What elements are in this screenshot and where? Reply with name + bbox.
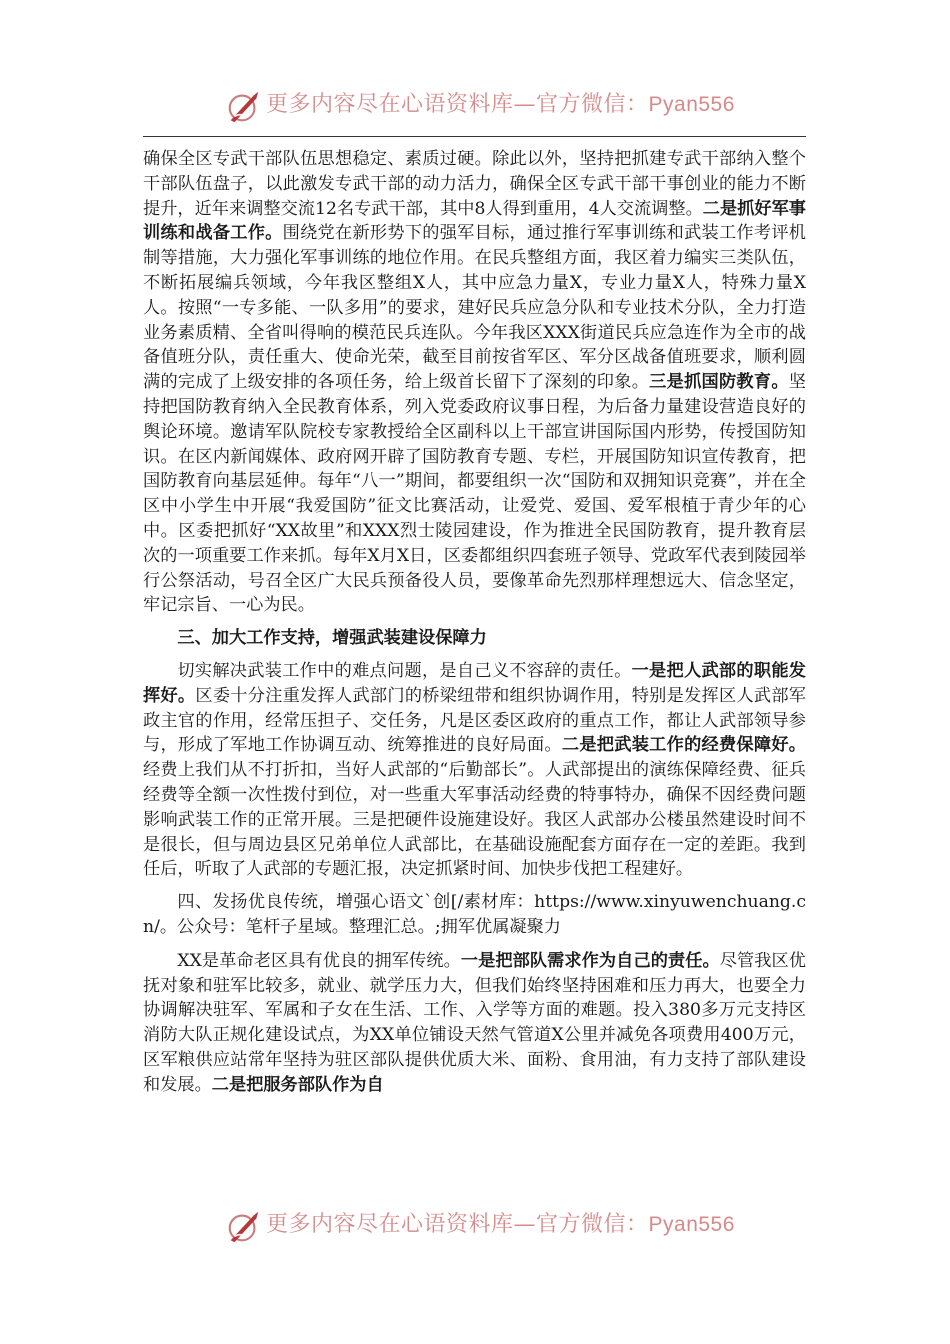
pen-logo-icon — [225, 88, 263, 126]
header-watermark-banner — [0, 84, 950, 134]
header-divider — [143, 136, 806, 137]
banner-text: 更多内容尽在心语资料库—官方微信：Pyan556 — [266, 92, 735, 117]
section-heading-4: 四、发扬优良传统，增强心语文`创[/素材库：https://www.xinyuwenchuang.cn/。公众号：笔杆子星域。整理汇总。;拥军优属凝聚力 — [143, 892, 806, 937]
wechat-id: Pyan556 — [648, 1213, 735, 1236]
pen-logo-icon — [225, 1208, 263, 1246]
document-body — [143, 147, 806, 1097]
paragraph-work-support: 切实解决武装工作中的难点问题，是自己义不容辞的责任。一是把人武部的职能发挥好。区委十分注重发挥人武部门的桥梁纽带和组织协调作用，特别是发挥区人武部军政主官的作用，经常压担子、交任务，凡是区委区政府的重点工作，都让人武部领导参与，形成了军地工作协调互动、统筹推进的良好局面。二是把武装工作的经费保障好。经费上我们从不打折扣，当好人武部的“后勤部长”。人武部提出的演练保障经费、征兵经费等全额一次性拨付到位，对一些重大军事活动经费的特事特办，确保不因经费问题影响武装工作的正常开展。三是把硬件设施建设好。我区人武部办公楼虽然建设时间不是很长，但与周边县区兄弟单位人武部比，在基础设施配套方面存在一定的差距。我到任后，听取了人武部的专题汇报，决定抓紧时间、加快步伐把工程建好。 — [143, 660, 806, 880]
wechat-id: Pyan556 — [648, 93, 735, 116]
paragraph-military-training: 确保全区专武干部队伍思想稳定、素质过硬。除此以外，坚持把抓建专武干部纳入整个干部队伍盘子，以此激发专武干部的动力活力，确保全区专武干部干事创业的能力不断提升，近年来调整交流12名专武干部，其中8人得到重用，4人交流调整。二是抓好军事训练和战备工作。围绕党在新形势下的强军目标，通过推行军事训练和武装工作考评机制等措施，大力强化军事训练的地位作用。在民兵整组方面，我区着力编实三类队伍，不断拓展编兵领域，今年我区整组X人，其中应急力量X，专业力量X人，特殊力量X人。按照“一专多能、一队多用”的要求，建好民兵应急分队和专业技术分队，全力打造业务素质精、全省叫得响的模范民兵连队。今年我区XXX街道民兵应急连作为全市的战备值班分队，责任重大、使命光荣，截至目前按省军区、军分区战备值班要求，顺利圆满的完成了上级安排的各项任务，给上级首长留下了深刻的印象。三是抓国防教育。坚持把国防教育纳入全民教育体系，列入党委政府议事日程，为后备力量建设营造良好的舆论环境。邀请军队院校专家教授给全区副科以上干部宣讲国际国内形势，传授国防知识。在区内新闻媒体、政府网开辟了国防教育专题、专栏，开展国防知识宣传教育，把国防教育向基层延伸。每年“八一”期间，都要组织一次“国防和双拥知识竞赛”，并在全区中小学生中开展“我爱国防”征文比赛活动，让爱党、爱国、爱军根植于青少年的心中。区委把抓好“XX故里”和XXX烈士陵园建设，作为推进全民国防教育，提升教育层次的一项重要工作来抓。每年X月X日，区委都组织四套班子领导、党政军代表到陵园举行公祭活动，号召全区广大民兵预备役人员，要像革命先烈那样理想远大、信念坚定，牢记宗旨、一心为民。 — [143, 149, 806, 616]
paragraph-military-support: XX是革命老区具有优良的拥军传统。一是把部队需求作为自己的责任。尽管我区优抚对象和驻军比较多，就业、就学压力大，但我们始终坚持困难和压力再大，也要全力协调解决驻军、军属和子女在生活、工作、入学等方面的难题。投入380多万元支持区消防大队正规化建设试点，为XX单位铺设天然气管道X公里并减免各项费用400万元，区军粮供应站常年坚持为驻区部队提供优质大米、面粉、食用油，有力支持了部队建设和发展。二是把服务部队作为自 — [143, 950, 806, 1095]
section-heading-3: 三、加大工作支持，增强武装建设保障力 — [177, 628, 487, 649]
footer-watermark-banner — [0, 1204, 950, 1254]
banner-text: 更多内容尽在心语资料库—官方微信：Pyan556 — [266, 1212, 735, 1237]
